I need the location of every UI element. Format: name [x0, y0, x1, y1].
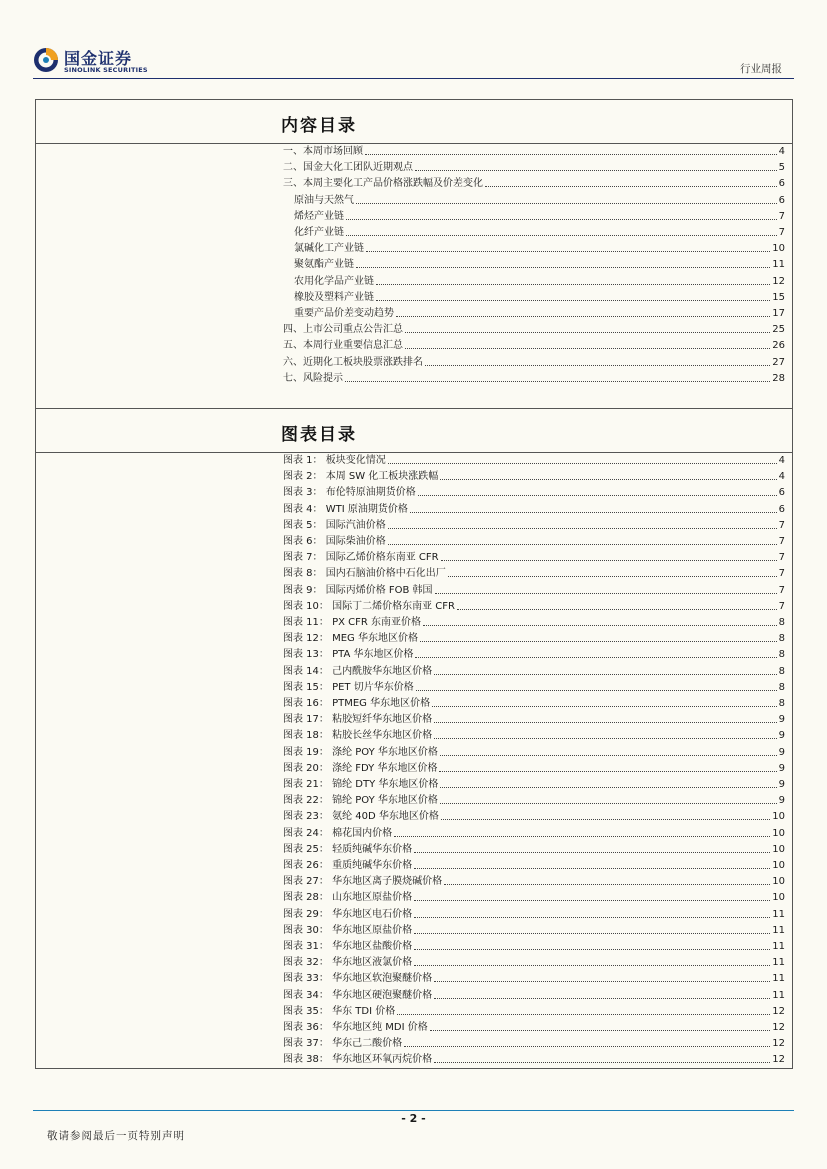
- figure-toc-entry-page: 8: [778, 665, 785, 677]
- toc-frame: [35, 99, 793, 1069]
- dot-leader: [434, 674, 777, 675]
- figure-toc-entry-label: 图表 23： 氨纶 40D 华东地区价格: [283, 811, 439, 823]
- dot-leader: [440, 803, 777, 804]
- figure-toc-entry-page: 6: [778, 503, 785, 515]
- figure-toc-entry-page: 8: [778, 649, 785, 661]
- dot-leader: [418, 495, 777, 496]
- content-toc-entry[interactable]: [283, 191, 785, 207]
- figure-toc-entry-label: 图表 12： MEG 华东地区价格: [283, 633, 418, 645]
- page-number: - 2 -: [401, 1112, 426, 1125]
- figure-toc-entry-page: 10: [772, 892, 785, 904]
- figure-toc-entry-page: 9: [778, 746, 785, 758]
- figure-toc-entry[interactable]: [283, 759, 785, 775]
- figure-toc-entry[interactable]: [283, 662, 785, 678]
- figure-toc-entry-label: 图表 38： 华东地区环氧丙烷价格: [283, 1054, 433, 1066]
- figure-toc-entry[interactable]: [283, 694, 785, 710]
- figure-toc-entry-page: 10: [772, 876, 785, 888]
- dot-leader: [434, 998, 770, 999]
- dot-leader: [345, 381, 770, 382]
- dot-leader: [394, 836, 770, 837]
- content-toc-title-row: [36, 100, 792, 144]
- dot-leader: [432, 706, 777, 707]
- figure-toc-entry-label: 图表 11： PX CFR 东南亚价格: [283, 617, 422, 628]
- figure-toc-entry[interactable]: [283, 581, 785, 597]
- content-toc-entry-label: 一、本周市场回顾: [283, 146, 363, 157]
- dot-leader: [430, 1030, 771, 1031]
- dot-leader: [405, 348, 770, 349]
- content-toc-entry-label: 聚氨酯产业链: [294, 259, 354, 271]
- dot-leader: [485, 186, 777, 187]
- content-toc-entry-page: 7: [778, 210, 785, 222]
- content-toc-entry-page: 6: [778, 194, 785, 206]
- content-toc-entry-label: 原油与天然气: [294, 194, 354, 206]
- figure-toc-entry[interactable]: [283, 1002, 785, 1018]
- content-toc-entry-page: 25: [772, 324, 785, 336]
- dot-leader: [414, 900, 770, 901]
- dot-leader: [416, 690, 777, 691]
- figure-toc-entry[interactable]: [283, 856, 785, 872]
- dot-leader: [420, 641, 777, 642]
- figure-toc-entry[interactable]: [283, 986, 785, 1002]
- content-toc-entry-page: 26: [772, 340, 785, 352]
- dot-leader: [414, 917, 770, 918]
- figure-toc-entry[interactable]: [283, 807, 785, 823]
- content-toc-entry[interactable]: [283, 353, 785, 369]
- figure-toc-entry-label: 图表 36： 华东地区纯 MDI 价格: [283, 1022, 428, 1033]
- figure-toc-entry[interactable]: [283, 888, 785, 904]
- brand-name-cn: 国金证券: [64, 49, 133, 68]
- dot-leader: [425, 365, 770, 366]
- figure-toc-entry[interactable]: [283, 500, 785, 516]
- dot-leader: [414, 868, 770, 869]
- figure-toc-entry-page: 8: [778, 633, 785, 645]
- figure-toc-entry-label: 图表 19： 涤纶 POY 华东地区价格: [283, 746, 438, 758]
- content-toc-entry-label: 农用化学品产业链: [294, 275, 374, 287]
- figure-toc-entry[interactable]: [283, 710, 785, 726]
- figure-toc-entry[interactable]: [283, 516, 785, 532]
- dot-leader: [388, 528, 777, 529]
- footer-divider: [33, 1110, 794, 1111]
- figure-toc-entry[interactable]: [283, 564, 785, 580]
- figure-toc-entry-page: 10: [772, 811, 785, 823]
- disclaimer: 敬请参阅最后一页特别声明: [47, 1130, 185, 1142]
- dot-leader: [346, 219, 777, 220]
- figure-toc-entry-page: 12: [772, 1054, 785, 1066]
- dot-leader: [366, 251, 770, 252]
- dot-leader: [415, 170, 777, 171]
- figure-toc-entry-page: 7: [778, 519, 785, 531]
- dot-leader: [435, 593, 777, 594]
- content-toc-entry[interactable]: [283, 320, 785, 336]
- figure-toc-entry-label: 图表 24： 棉花国内价格: [283, 827, 393, 839]
- figure-toc-entry-page: 7: [778, 568, 785, 580]
- content-toc-entry[interactable]: [283, 207, 785, 223]
- content-toc-entry-label: 化纤产业链: [294, 227, 344, 238]
- figure-toc-entry-label: 图表 25： 轻质纯碱华东价格: [283, 843, 413, 855]
- content-toc-entry-page: 10: [772, 243, 785, 255]
- figure-toc-entry-page: 11: [772, 989, 785, 1001]
- figure-toc-entry-page: 10: [772, 843, 785, 855]
- figure-toc-entry-page: 9: [778, 714, 785, 726]
- header-divider: [33, 78, 794, 79]
- figure-toc-entry-page: 10: [772, 860, 785, 871]
- figure-toc-entry[interactable]: [283, 645, 785, 661]
- figure-toc-entry[interactable]: [283, 921, 785, 937]
- figure-toc-entry[interactable]: [283, 483, 785, 499]
- figure-toc-entry-label: 图表 14： 己内酰胺华东地区价格: [283, 665, 433, 677]
- report-type: 行业周报: [740, 63, 782, 75]
- content-toc-entry-page: 5: [778, 162, 785, 174]
- figure-toc-entry[interactable]: [283, 824, 785, 840]
- sinolink-logo-icon: [33, 47, 59, 73]
- figure-toc-entry-label: 图表 28： 山东地区原盐价格: [283, 892, 413, 904]
- figure-toc-entry[interactable]: [283, 726, 785, 742]
- figure-toc-entry-label: 图表 34： 华东地区硬泡聚醚价格: [283, 989, 433, 1001]
- figure-toc-entry-label: 图表 5： 国际汽油价格: [283, 519, 386, 531]
- figure-toc-entry-label: 图表 9： 国际丙烯价格 FOB 韩国: [283, 584, 433, 596]
- page-header: [0, 0, 827, 80]
- content-toc-entry-label: 七、风险提示: [283, 372, 343, 384]
- figure-toc-entry-page: 11: [772, 957, 785, 969]
- figure-toc-entry-page: 8: [778, 698, 785, 709]
- figure-toc-entry-label: 图表 8： 国内石脑油价格中石化出厂: [283, 568, 446, 580]
- dot-leader: [414, 949, 770, 950]
- content-toc-entry-label: 二、国金大化工团队近期观点: [283, 162, 413, 174]
- dot-leader: [434, 981, 770, 982]
- content-toc-entry-label: 三、本周主要化工产品价格涨跌幅及价差变化: [283, 178, 483, 190]
- figure-toc-entry[interactable]: [283, 548, 785, 564]
- figure-toc-entry-label: 图表 20： 涤纶 FDY 华东地区价格: [283, 762, 438, 774]
- figure-toc-entry-label: 图表 31： 华东地区盐酸价格: [283, 941, 413, 952]
- content-toc-entry-page: 15: [772, 291, 785, 303]
- content-toc-entry[interactable]: [283, 239, 785, 255]
- dot-leader: [404, 1046, 770, 1047]
- figure-toc-entry[interactable]: [283, 953, 785, 969]
- dot-leader: [440, 755, 777, 756]
- dot-leader: [448, 576, 777, 577]
- figure-toc-entry-page: 4: [778, 455, 785, 466]
- content-toc-title: 内容目录: [281, 116, 357, 136]
- dot-leader: [415, 657, 776, 658]
- dot-leader: [441, 819, 770, 820]
- figure-toc-entry-page: 12: [772, 1005, 785, 1017]
- figure-toc-entry[interactable]: [283, 532, 785, 548]
- figure-toc-entry[interactable]: [283, 467, 785, 483]
- figure-toc-entry-page: 9: [778, 762, 785, 774]
- figure-toc-entry-page: 9: [778, 795, 785, 807]
- content-toc-entry[interactable]: [283, 142, 785, 158]
- figure-toc-entry-label: 图表 15： PET 切片华东价格: [283, 681, 414, 693]
- figure-toc-entry-label: 图表 33： 华东地区软泡聚醚价格: [283, 973, 433, 985]
- content-toc-entry-label: 橡胶及塑料产业链: [294, 291, 374, 303]
- dot-leader: [396, 316, 770, 317]
- content-toc-entry-page: 11: [772, 259, 785, 271]
- dot-leader: [397, 1014, 770, 1015]
- figure-toc-entry-page: 9: [778, 730, 785, 742]
- figure-toc-entry[interactable]: [283, 451, 785, 467]
- content-toc-entry-page: 27: [772, 356, 785, 368]
- dot-leader: [376, 300, 770, 301]
- figure-toc-entry[interactable]: [283, 1018, 785, 1034]
- figure-toc-entry-label: 图表 18： 粘胶长丝华东地区价格: [283, 730, 433, 742]
- figure-toc-entry-label: 图表 32： 华东地区液氯价格: [283, 957, 413, 969]
- content-toc-entry-page: 17: [772, 308, 785, 319]
- content-toc-entry-label: 重要产品价差变动趋势: [294, 308, 394, 319]
- content-toc-entry-label: 四、上市公司重点公告汇总: [283, 324, 403, 336]
- dot-leader: [434, 738, 777, 739]
- figure-toc-entry[interactable]: [283, 791, 785, 807]
- figure-toc-entry-label: 图表 2： 本周 SW 化工板块涨跌幅: [283, 471, 439, 483]
- dot-leader: [440, 479, 776, 480]
- dot-leader: [376, 284, 770, 285]
- figure-toc-entry-label: 图表 22： 锦纶 POY 华东地区价格: [283, 795, 438, 807]
- figure-toc-entry-label: 图表 1： 板块变化情况: [283, 455, 386, 466]
- figure-toc-title: 图表目录: [281, 425, 357, 445]
- figure-toc-entry-page: 11: [772, 924, 785, 936]
- figure-toc-entry[interactable]: [283, 629, 785, 645]
- figure-toc-entry-page: 11: [772, 941, 785, 952]
- dot-leader: [444, 884, 770, 885]
- dot-leader: [439, 771, 776, 772]
- content-toc-entry-page: 6: [778, 178, 785, 190]
- content-toc-entry-label: 烯烃产业链: [294, 210, 344, 222]
- figure-toc-entry-label: 图表 3： 布伦特原油期货价格: [283, 487, 416, 499]
- content-toc-entry-page: 28: [772, 372, 785, 384]
- figure-toc-entry-label: 图表 30： 华东地区原盐价格: [283, 924, 413, 936]
- figure-toc-entry-page: 12: [772, 1038, 785, 1050]
- content-toc-entry-label: 六、近期化工板块股票涨跌排名: [283, 356, 423, 368]
- dot-leader: [405, 332, 770, 333]
- figure-toc-entry[interactable]: [283, 872, 785, 888]
- dot-leader: [356, 267, 770, 268]
- figure-toc-entry-page: 7: [778, 584, 785, 596]
- figure-toc-entry-label: 图表 29： 华东地区电石价格: [283, 908, 413, 920]
- figure-toc-entry-label: 图表 4： WTI 原油期货价格: [283, 503, 408, 515]
- dot-leader: [410, 512, 777, 513]
- figure-toc-entry-page: 11: [772, 973, 785, 985]
- dot-leader: [388, 544, 777, 545]
- figure-toc-entry[interactable]: [283, 840, 785, 856]
- figure-toc-entry-label: 图表 21： 锦纶 DTY 华东地区价格: [283, 779, 439, 790]
- dot-leader: [388, 463, 777, 464]
- figure-toc-title-row: [36, 408, 792, 453]
- figure-toc-entry-label: 图表 13： PTA 华东地区价格: [283, 649, 414, 661]
- figure-toc-entry-label: 图表 27： 华东地区离子膜烧碱价格: [283, 876, 443, 888]
- figure-toc-entry-label: 图表 7： 国际乙烯价格东南亚 CFR: [283, 552, 439, 564]
- figure-toc-entry-page: 9: [778, 779, 785, 790]
- dot-leader: [414, 933, 770, 934]
- figure-toc-entry-label: 图表 16： PTMEG 华东地区价格: [283, 698, 431, 709]
- figure-toc-entry[interactable]: [283, 743, 785, 759]
- content-toc-entry[interactable]: [283, 272, 785, 288]
- content-toc-entry-page: 12: [772, 275, 785, 287]
- dot-leader: [346, 235, 777, 236]
- figure-toc-entry-label: 图表 26： 重质纯碱华东价格: [283, 860, 413, 871]
- figure-toc-entry-page: 12: [772, 1022, 785, 1033]
- content-toc-entry[interactable]: [283, 174, 785, 190]
- figure-toc-entry-label: 图表 10： 国际丁二烯价格东南亚 CFR: [283, 600, 455, 612]
- content-toc-entry[interactable]: [283, 255, 785, 271]
- figure-toc-entry-label: 图表 17： 粘胶短纤华东地区价格: [283, 714, 433, 726]
- figure-toc-entry-page: 11: [772, 908, 785, 920]
- dot-leader: [434, 722, 777, 723]
- figure-toc-entry-label: 图表 35： 华东 TDI 价格: [283, 1005, 396, 1017]
- figure-toc-entry[interactable]: [283, 1034, 785, 1050]
- figure-toc-entry[interactable]: [283, 613, 785, 629]
- figure-toc-entry[interactable]: [283, 775, 785, 791]
- figure-toc-entry-page: 8: [778, 617, 785, 628]
- brand-logo: [33, 45, 153, 77]
- figure-toc-entry[interactable]: [283, 937, 785, 953]
- dot-leader: [414, 852, 770, 853]
- figure-toc-entry-page: 10: [772, 827, 785, 839]
- content-toc-entry[interactable]: [283, 369, 785, 385]
- figure-toc-entry-label: 图表 6： 国际柴油价格: [283, 536, 386, 547]
- content-toc-entry[interactable]: [283, 223, 785, 239]
- content-toc-entry-label: 氯碱化工产业链: [294, 243, 364, 255]
- figure-toc-entry-page: 7: [778, 552, 785, 564]
- content-toc-entry[interactable]: [283, 158, 785, 174]
- dot-leader: [457, 609, 777, 610]
- content-toc-entry-page: 7: [778, 227, 785, 238]
- figure-toc-entry-label: 图表 37： 华东己二酸价格: [283, 1038, 403, 1050]
- dot-leader: [414, 965, 770, 966]
- content-toc-entry-label: 五、本周行业重要信息汇总: [283, 340, 403, 352]
- figure-toc-entry-page: 4: [778, 471, 785, 483]
- content-toc-entry[interactable]: [283, 304, 785, 320]
- figure-toc-entry-page: 8: [778, 681, 785, 693]
- figure-toc-entry[interactable]: [283, 1050, 785, 1066]
- figure-toc-entry[interactable]: [283, 678, 785, 694]
- dot-leader: [423, 625, 777, 626]
- content-toc-entry[interactable]: [283, 336, 785, 352]
- figure-toc-entry-page: 7: [778, 536, 785, 547]
- dot-leader: [365, 154, 777, 155]
- dot-leader: [441, 560, 777, 561]
- figure-toc-entry[interactable]: [283, 597, 785, 613]
- dot-leader: [440, 787, 776, 788]
- content-toc-entry[interactable]: [283, 288, 785, 304]
- dot-leader: [434, 1062, 770, 1063]
- figure-toc-entry[interactable]: [283, 905, 785, 921]
- figure-toc-entry-page: 7: [778, 600, 785, 612]
- figure-toc-entry-page: 6: [778, 487, 785, 499]
- figure-toc-entry[interactable]: [283, 969, 785, 985]
- brand-name-en: SINOLINK SECURITIES: [64, 66, 148, 74]
- dot-leader: [356, 203, 777, 204]
- content-toc-entry-page: 4: [778, 146, 785, 157]
